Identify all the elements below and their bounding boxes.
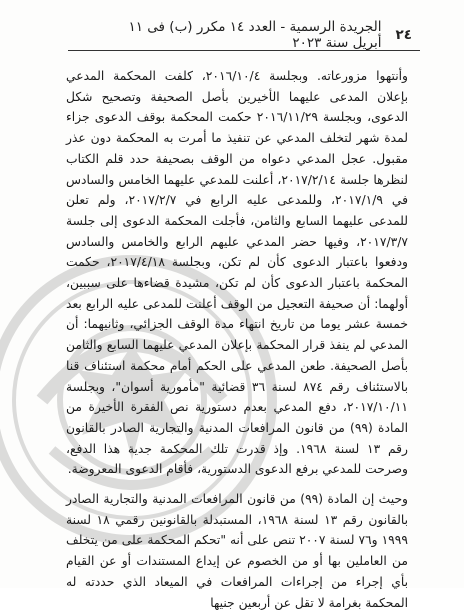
page-header: [100, 19, 412, 51]
document-body: [66, 66, 408, 613]
paragraph-article-99: وحيث إن المادة (٩٩) من قانون المرافعات المدنية والتجارية الصادر بالقانون رقم ١٣ لسنة ١٩٦٨، المستبدلة بالقانونين رقمي ١٨ لسنة ١٩٩٩ و٧٦ لسنة ٢٠٠٧ تنص على أنه "تحكم المحكمة على من يتخلف من العاملين بها أو من الخصوم عن إيداع المستندات أو عن القيام بأي إجراء من إجراءات المرافعات في الميعاد الذي حددته له المحكمة بغرامة لا تقل عن أربعين جنيها: [66, 492, 409, 610]
page-number: ٢٤: [395, 27, 412, 43]
header-divider: [68, 50, 420, 51]
paragraph-case-background: وأنتهوا مزورعاته. وبجلسة ٢٠١٦/١٠/٤، كلفت المحكمة المدعي بإعلان المدعى عليهما الأخيرين بأصل الصحيفة وتصحيح شكل الدعوى، وبجلسة ٢٠١٦/١١/٢٩ حكمت المحكمة بوقف الدعوى جزاء لمدة شهر لتخلف المدعي عن تنفيذ ما أمرت به المحكمة دون عذر مقبول. عجل المدعي دعواه من الوقف بصحيفة حدد قلم الكتاب لنظرها جلسة ٢٠١٧/٢/١٤، أعلنت للمدعي عليهما الخامس والسادس في ٢٠١٧/١/٩، وللمدعى عليه الرابع في ٢٠١٧/٢/٧، ولم تعلن للمدعى عليهما السابع والثامن، فأجلت المحكمة الدعوى إلى جلسة ٢٠١٧/٣/٧، وفيها حضر المدعي عليهم الرابع والخامس والسادس ودفعوا باعتبار الدعوى كأن لم تكن، وبجلسة ٢٠١٧/٤/١٨، حكمت المحكمة باعتبار الدعوى كأن لم تكن، مشيدة قضاءها على سببين، أولهما: أن صحيفة التعجيل من الوقف أعلنت للمدعى عليه الرابع بعد خمسة عشر يوما من تاريخ انتهاء مدة الوقف الجزائي، وثانيهما: أن المدعي لم ينفذ قرار المحكمة بإعلان المدعي عليهما السابع والثامن بأصل الصحيفة. طعن المدعي على الحكم أمام محكمة استئناف قنا بالاستئناف رقم ٨٧٤ لسنة ٣٦ قضائية "مأمورية أسوان"، وبجلسة ٢٠١٧/١٠/١١، دفع المدعي بعدم دستورية نص الفقرة الأخيرة من المادة (٩٩) من قانون المرافعات المدنية والتجارية الصادر بالقانون رقم ١٣ لسنة ١٩٦٨. وإذ قدرت تلك المحكمة جدية هذا الدفع، وصرحت للمدعي برفع الدعوى الدستورية، فأقام الدعوى المعروضة.: [66, 69, 408, 477]
publication-info: الجريدة الرسمية - العدد ١٤ مكرر (ب) فى ١١ أبريل سنة ٢٠٢٣: [128, 19, 382, 51]
